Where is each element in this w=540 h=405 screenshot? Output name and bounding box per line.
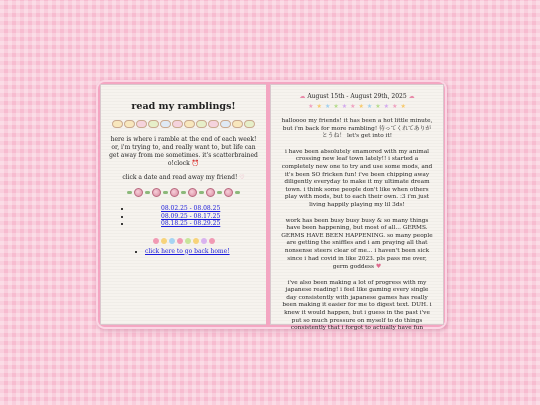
decorative-roses [107,188,260,197]
decorative-stars: ★ ★ ★ ★ ★ ★ ★ ★ ★ ★ ★ ★ [308,103,406,110]
back-home-link[interactable]: click here to go back home! [145,247,230,255]
list-item [131,220,260,228]
right-panel [270,84,444,332]
date-list [107,205,260,228]
cloud-icon: ☁ [408,93,415,100]
date-link-2[interactable]: 08.09.25 - 08.17.25 [161,212,221,220]
list-item [145,248,260,255]
intro-text: here is where i ramble at the end of each week! or, i'm trying to, and really want to, but life can get away from me sometimes. it's scatterbrained o!clock ⏰ [109,136,258,167]
decorative-border-top [107,120,260,128]
instruction-text: click a date and read away my friend! ♡ [122,174,245,181]
list-item [131,213,260,221]
entry-paragraph-1: halloooo my friends! it has been a hot little minute, but i'm back for more rambling! 待ってくれてありがとうね！ let's get into it! [281,118,433,140]
date-link-1[interactable]: 08.02.25 - 08.08.25 [161,205,221,212]
page-frame [96,80,447,332]
heart-icon: ♥ [375,263,382,271]
entry-paragraph-4: i've also been making a lot of progress with my japanese reading! i feel like gaming every single day consistently with japanese games has really been making it easier for me to digest text. DUH. i knew it would happen, but i guess in the past i've put so much pressure on myself to do things consistently that i forgot to actually have fun [282,279,432,332]
entry-paragraph-3: work has been busy busy busy & so many things have been happening, but most of all... GERMS. GERMS HAVE BEEN HAPPENING. so many people are getting the sniffles and i am praying all that nonsense steers clear of me... i haven't been sick since i had covid in like 2023. pls pass me over, germ goddess ♥ [281,217,433,271]
entry-date-heading: ☁ August 15th - August 29th, 2025 ☁ [299,93,415,100]
left-panel [100,84,267,325]
clock-icon: ⏰ [191,160,200,167]
page-divider [266,84,269,325]
date-link-3[interactable]: 08.18.25 - 08.29.25 [161,220,221,227]
entry-paragraph-2: i have been absolutely enamored with my animal crossing new leaf town lately!! i started a completely new one to try and use some mods, and it's been SO fricken fun! i've been chipping away diligently everyday to make it my ultimate dream town. i think some people don't like when others play with mods, but to each their own. :3 i'm just living happily playing my lil 3ds! [281,148,433,208]
decorative-flowers [107,238,260,244]
back-list [107,248,260,255]
cloud-icon: ☁ [299,93,306,100]
page-title: read my ramblings! [131,101,236,112]
sparkle-icon: ♡ [239,174,245,181]
list-item [131,205,260,213]
